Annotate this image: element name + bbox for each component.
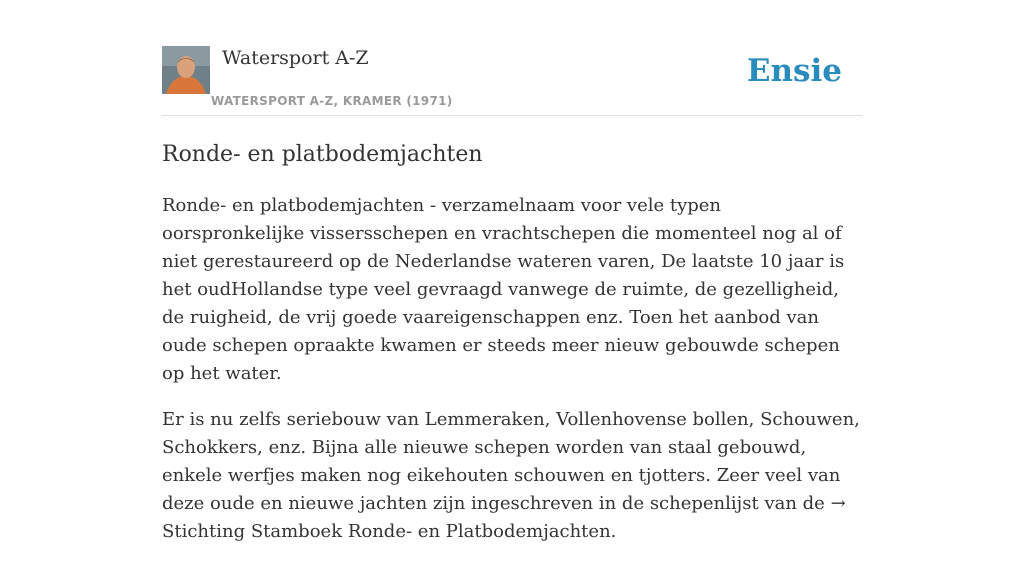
author-avatar[interactable] [162, 46, 210, 94]
author-photo [162, 46, 210, 94]
author-name[interactable]: Watersport A-Z [222, 47, 369, 69]
source-reference: WATERSPORT A-Z, KRAMER (1971) [211, 94, 453, 108]
cross-reference-link[interactable]: → Stichting Stamboek Ronde- en Platbodemjachten [162, 493, 846, 542]
entry-body [162, 192, 862, 564]
paragraph-2-end: . [610, 521, 617, 542]
entry-title: Ronde- en platbodemjachten [162, 142, 483, 167]
header-divider [162, 115, 862, 116]
paragraph-1: Ronde- en platbodemjachten - verzamelnaam voor vele typen oorspronkelijke vissersschepen en vrachtschepen die momenteel nog al of niet gerestaureerd op de Nederlandse wateren varen, De laatste 10 jaar is het oudHollandse type veel gevraagd vanwege de ruimte, de gezelligheid, de ruigheid, de vrij goede vaareigenschappen enz. Toen het aanbod van oude schepen opraakte kwamen er steeds meer nieuw gebouwde schepen op het water. [162, 195, 845, 384]
entry-header [162, 46, 862, 116]
ensie-logo[interactable]: Ensie [746, 53, 842, 89]
paragraph-2 [162, 406, 862, 546]
paragraph-2-text: Er is nu zelfs seriebouw van Lemmeraken, Vollenhovense bollen, Schouwen, Schokkers, enz. Bijna alle nieuwe schepen worden van staal gebouwd, enkele werfjes maken nog eikehouten schouwen en tjotters. Zeer veel van deze oude en nieuwe jachten zijn ingeschreven in de schepenlijst van de [162, 409, 860, 514]
